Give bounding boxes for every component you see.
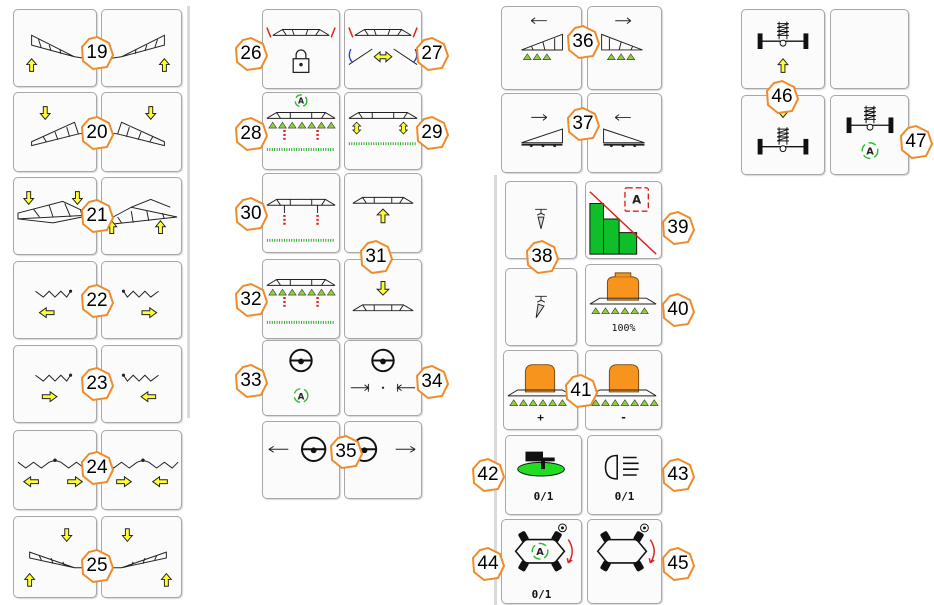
callout-badge bbox=[660, 292, 696, 328]
boom-lock-icon bbox=[263, 10, 339, 88]
callout-number: 25 bbox=[86, 555, 108, 576]
callout-badge bbox=[414, 36, 450, 72]
callout-badge bbox=[328, 434, 364, 470]
callout-badge bbox=[660, 546, 696, 582]
callout-number: 29 bbox=[421, 122, 443, 143]
callout-number: 39 bbox=[667, 217, 689, 238]
border-nozzle-toggle-label: 0/1 bbox=[533, 490, 554, 503]
steering-auto-button[interactable] bbox=[262, 340, 340, 416]
height-auto-button[interactable] bbox=[344, 92, 422, 170]
column-separator bbox=[187, 6, 190, 418]
callout-number: 43 bbox=[667, 464, 689, 485]
height-auto-icon bbox=[345, 93, 421, 169]
callout-badge bbox=[414, 115, 450, 151]
callout-badge bbox=[79, 450, 115, 486]
callout-number: 45 bbox=[667, 553, 689, 574]
callout-number: 38 bbox=[531, 246, 553, 267]
section-auto-button[interactable] bbox=[262, 92, 340, 170]
callout-badge bbox=[470, 457, 506, 493]
callout-badge bbox=[233, 282, 269, 318]
callout-badge bbox=[79, 35, 115, 71]
auto-label: A bbox=[632, 192, 642, 207]
boom-spray-height-button[interactable] bbox=[262, 259, 340, 339]
boom-unfold-button[interactable] bbox=[344, 9, 422, 89]
callout-badge bbox=[414, 364, 450, 400]
callout-number: 22 bbox=[86, 290, 108, 311]
axle-auto-icon bbox=[831, 96, 908, 174]
callout-number: 21 bbox=[86, 205, 108, 226]
track-centre-button[interactable] bbox=[344, 340, 422, 416]
empty-slot[interactable] bbox=[830, 9, 909, 89]
callout-number: 36 bbox=[572, 31, 594, 52]
auto-rate-chart-icon bbox=[586, 182, 661, 258]
section-auto-icon bbox=[263, 93, 339, 169]
callout-badge bbox=[660, 210, 696, 246]
auto-label: A bbox=[297, 392, 305, 403]
callout-number: 35 bbox=[335, 441, 357, 462]
callout-number: 20 bbox=[86, 122, 108, 143]
boom-spray-height-icon bbox=[263, 260, 339, 338]
callout-number: 23 bbox=[86, 373, 108, 394]
callout-number: 32 bbox=[240, 289, 262, 310]
callout-badge bbox=[233, 36, 269, 72]
auto-label: A bbox=[866, 146, 874, 158]
boom-lock-button[interactable] bbox=[262, 9, 340, 89]
tank-plus-label: + bbox=[537, 411, 544, 424]
nozzle-spray-icon bbox=[263, 174, 339, 252]
axle-steering-toggle-label: 0/1 bbox=[531, 588, 552, 601]
callout-badge bbox=[79, 366, 115, 402]
nozzle-spray-button[interactable] bbox=[262, 173, 340, 253]
callout-number: 42 bbox=[477, 464, 499, 485]
callout-badge bbox=[233, 116, 269, 152]
border-nozzle-toggle-button[interactable] bbox=[505, 435, 582, 515]
axle-raise-button[interactable] bbox=[741, 9, 825, 89]
work-light-toggle-label: 0/1 bbox=[614, 490, 635, 503]
callout-badge bbox=[79, 198, 115, 234]
callout-number: 24 bbox=[86, 457, 108, 478]
nozzle-drift-icon bbox=[506, 269, 576, 345]
callout-number: 46 bbox=[771, 86, 793, 107]
callout-badge bbox=[233, 363, 269, 399]
track-centre-icon bbox=[345, 341, 421, 415]
callout-number: 34 bbox=[421, 371, 443, 392]
auto-label: A bbox=[536, 547, 544, 559]
callout-number: 26 bbox=[240, 43, 262, 64]
callout-number: 44 bbox=[477, 553, 499, 574]
axle-steering-auto-button[interactable] bbox=[501, 519, 582, 604]
callout-badge bbox=[79, 283, 115, 319]
tank-full-label: 100% bbox=[611, 323, 636, 334]
tank-full-button[interactable] bbox=[585, 264, 662, 346]
callout-number: 28 bbox=[240, 123, 262, 144]
callout-badge bbox=[565, 106, 601, 142]
callout-badge bbox=[563, 373, 599, 409]
callout-number: 47 bbox=[905, 131, 927, 152]
callout-number: 31 bbox=[365, 246, 387, 267]
auto-rate-control-button[interactable] bbox=[585, 181, 662, 259]
callout-number: 27 bbox=[421, 43, 443, 64]
callout-number: 41 bbox=[570, 380, 592, 401]
callout-number: 37 bbox=[572, 113, 594, 134]
callout-number: 19 bbox=[86, 42, 108, 63]
callout-number: 33 bbox=[240, 370, 262, 391]
column-separator bbox=[494, 175, 497, 605]
nozzle-drift-button[interactable] bbox=[505, 268, 577, 346]
callout-badge bbox=[79, 548, 115, 584]
callout-badge bbox=[565, 24, 601, 60]
axle-steering-manual-icon bbox=[588, 520, 661, 603]
axle-steering-manual-button[interactable] bbox=[587, 519, 662, 604]
tank-minus-label: - bbox=[620, 411, 627, 424]
steering-icon bbox=[263, 341, 339, 415]
callout-badge bbox=[764, 79, 800, 115]
callout-badge bbox=[898, 124, 934, 160]
work-light-toggle-button[interactable] bbox=[587, 435, 662, 515]
callout-badge bbox=[524, 239, 560, 275]
axle-icon bbox=[742, 10, 824, 88]
callout-number: 40 bbox=[667, 299, 689, 320]
callout-badge bbox=[358, 239, 394, 275]
callout-number: 30 bbox=[240, 203, 262, 224]
boom-unfold-icon bbox=[345, 10, 421, 88]
callout-badge bbox=[470, 546, 506, 582]
callout-badge bbox=[660, 457, 696, 493]
auto-label: A bbox=[297, 96, 305, 106]
callout-badge bbox=[233, 196, 269, 232]
callout-badge bbox=[79, 115, 115, 151]
